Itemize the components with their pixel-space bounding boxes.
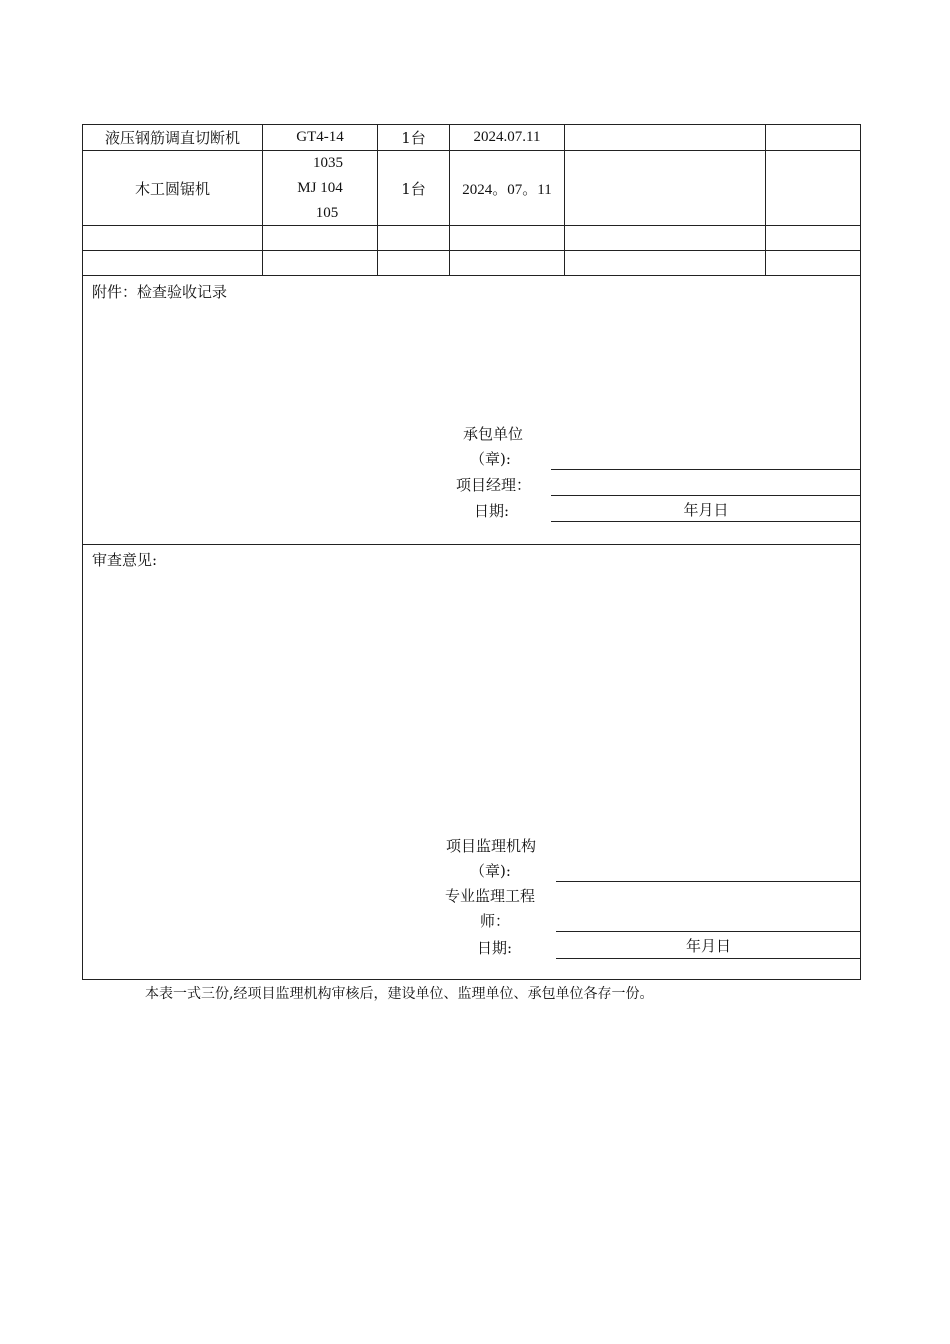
equipment-model: GT4-14 <box>296 129 344 145</box>
project-manager-label: 项目经理： <box>456 476 532 494</box>
equipment-name: 木工圆锯机 <box>134 179 210 198</box>
equipment-quantity: 1台 <box>401 179 426 198</box>
date-label: 日期: <box>477 939 513 957</box>
equipment-model-line: MJ 104 <box>297 179 343 196</box>
equipment-quantity: 1台 <box>401 129 426 147</box>
row-divider <box>82 225 860 226</box>
supervision-org-label: 项目监理机构 <box>446 837 537 855</box>
review-heading: 审查意见: <box>92 551 158 569</box>
equipment-model-line: 1035 <box>313 154 343 171</box>
signature-line <box>551 495 860 496</box>
date-value: 年月日 <box>683 500 729 519</box>
contractor-unit-label: 承包单位 <box>463 425 524 443</box>
signature-line <box>556 958 860 959</box>
engineer-label-cont: 师： <box>480 912 511 930</box>
equipment-name: 液压钢筋调直切断机 <box>104 129 240 147</box>
section-divider <box>82 544 860 545</box>
equipment-model-line: 105 <box>315 204 339 221</box>
footer-note: 本表一式三份,经项目监理机构审核后，建设单位、监理单位、承包单位各存一份。 <box>145 986 654 1002</box>
date-value: 年月日 <box>685 937 731 955</box>
equipment-date: 2024。07。11 <box>462 181 552 198</box>
signature-line <box>551 469 860 470</box>
signature-line <box>556 931 860 932</box>
date-label: 日期: <box>474 502 510 520</box>
contractor-seal-label: （章): <box>470 450 511 468</box>
row-divider <box>82 250 860 251</box>
column-divider <box>765 124 766 275</box>
equipment-date: 2024.07.11 <box>473 129 541 145</box>
supervision-seal-label: （章): <box>470 862 511 880</box>
column-divider <box>564 124 565 275</box>
engineer-label: 专业监理工程 <box>445 887 536 905</box>
signature-line <box>556 881 860 882</box>
row-divider <box>82 275 860 276</box>
attachment-heading: 附件：检查验收记录 <box>92 283 228 301</box>
signature-line <box>551 521 860 522</box>
